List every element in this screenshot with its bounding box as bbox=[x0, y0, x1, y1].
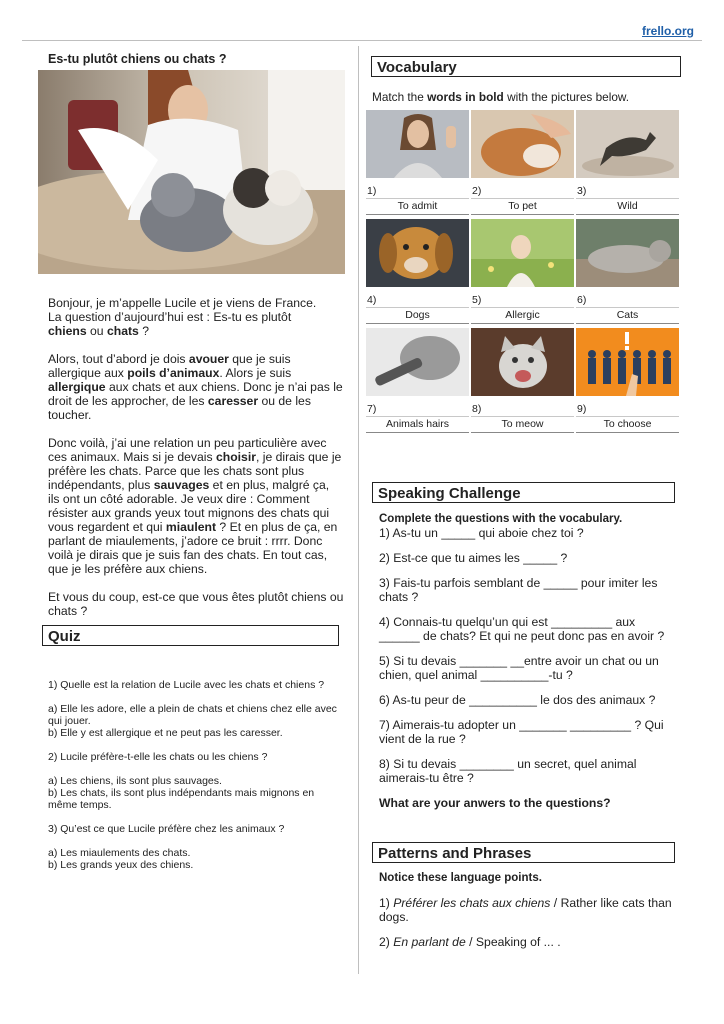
vocab-number: 1) bbox=[367, 185, 377, 197]
story-paragraph-2 bbox=[48, 352, 344, 422]
speaking-outro: What are your anwers to the questions? bbox=[379, 796, 611, 810]
vocabulary-grid bbox=[366, 110, 678, 437]
vocab-label: Wild bbox=[576, 198, 679, 215]
speaking-question-2: 2) Est-ce que tu aimes les _____ ? bbox=[379, 551, 568, 565]
instruction-text: Match the bbox=[372, 90, 424, 104]
column-divider bbox=[358, 46, 359, 974]
vocab-card bbox=[471, 328, 574, 437]
speaking-question-1: 1) As-tu un _____ qui aboie chez toi ? bbox=[379, 526, 584, 540]
vocab-number: 5) bbox=[472, 294, 482, 306]
quiz-questions bbox=[48, 679, 340, 883]
quiz-question-2: 2) Lucile préfère-t-elle les chats ou les chiens ? bbox=[48, 751, 268, 763]
speaking-heading: Speaking Challenge bbox=[372, 482, 675, 503]
quiz-option: a) Les miaulements des chats. bbox=[48, 847, 191, 859]
quiz-answers-2 bbox=[48, 775, 340, 811]
vocabulary-instruction bbox=[372, 90, 629, 104]
instruction-bold: words in bold bbox=[427, 90, 504, 104]
allergic-child-flowers-photo bbox=[471, 219, 574, 287]
quiz-option: b) Les chats, ils sont plus indépendants mais mignons en même temps. bbox=[48, 787, 315, 811]
vocab-number: 7) bbox=[367, 403, 377, 415]
story-text-span: Bonjour, je m’appelle Lucile et je viens de France. bbox=[48, 296, 317, 310]
bold-word: sauvages bbox=[153, 478, 210, 492]
choosing-person-illustration bbox=[576, 328, 679, 396]
vocab-card bbox=[576, 110, 679, 219]
patterns-heading: Patterns and Phrases bbox=[372, 842, 675, 863]
vocab-label: To choose bbox=[576, 416, 679, 433]
speaking-question-5: 5) Si tu devais _______ __entre avoir un chat ou un chien, quel animal __________-tu ? bbox=[379, 654, 659, 682]
wild-dog-running-photo bbox=[576, 110, 679, 178]
pattern-phrase: En parlant de bbox=[393, 935, 466, 949]
brand-link[interactable]: frello.org bbox=[641, 24, 694, 38]
pattern-number: 2) bbox=[379, 935, 390, 949]
petting-dog-photo bbox=[471, 110, 574, 178]
quiz-question-3: 3) Qu’est ce que Lucile préfère chez les animaux ? bbox=[48, 823, 285, 835]
vocab-label: Cats bbox=[576, 307, 679, 324]
story-paragraph-4: Et vous du coup, est-ce que vous êtes plutôt chiens ou chats ? bbox=[48, 590, 344, 618]
brush-with-animal-hair-photo bbox=[366, 328, 469, 396]
patterns-intro: Notice these language points. bbox=[379, 872, 542, 884]
bold-word: poils d’animaux bbox=[127, 366, 220, 380]
vocab-number: 8) bbox=[472, 403, 482, 415]
patterns-list bbox=[379, 871, 679, 960]
story-text-span: ? bbox=[142, 324, 149, 338]
vocab-label: To admit bbox=[366, 198, 469, 215]
speaking-question-7: 7) Aimerais-tu adopter un _______ _________ ? Qui vient de la rue ? bbox=[379, 718, 664, 746]
vocab-label: Dogs bbox=[366, 307, 469, 324]
quiz-option: b) Les grands yeux des chiens. bbox=[48, 859, 194, 871]
top-divider bbox=[22, 40, 702, 41]
vocab-card bbox=[366, 110, 469, 219]
vocab-label: To pet bbox=[471, 198, 574, 215]
speaking-intro: Complete the questions with the vocabulary. bbox=[379, 513, 623, 525]
story-text-span: et en plus, malgré ça, ils ont un côté adorable. Je veux dire : Comment résister aux grands yeux tout mignons des chats qui vous regardent et qui bbox=[48, 478, 330, 534]
vocab-number: 6) bbox=[577, 294, 587, 306]
speaking-question-4: 4) Connais-tu quelqu’un qui est _________ aux ______ de chats? Et qui ne peut donc pas en avoir ? bbox=[379, 615, 665, 643]
story-text-span: ou bbox=[90, 324, 104, 338]
bold-word: miaulent bbox=[165, 520, 217, 534]
quiz-option: a) Elle les adore, elle a plein de chats et chiens chez elle avec qui jouer. bbox=[48, 703, 337, 727]
cat-lying-photo bbox=[576, 219, 679, 287]
bold-word: chiens bbox=[48, 324, 87, 338]
story-text-span: que je suis allergique aux bbox=[48, 352, 291, 380]
quiz-option: b) Elle y est allergique et ne peut pas les caresser. bbox=[48, 727, 283, 739]
vocab-card bbox=[576, 328, 679, 437]
story-text-span: Alors, tout d’abord je dois bbox=[48, 352, 186, 366]
vocab-number: 9) bbox=[577, 403, 587, 415]
pattern-translation: / Speaking of ... . bbox=[465, 935, 561, 949]
vocab-number: 2) bbox=[472, 185, 482, 197]
quiz-heading: Quiz bbox=[42, 625, 339, 646]
woman-raising-hand-photo bbox=[366, 110, 469, 178]
speaking-question-8: 8) Si tu devais ________ un secret, quel animal aimerais-tu être ? bbox=[379, 757, 637, 785]
meowing-kitten-photo bbox=[471, 328, 574, 396]
vocab-row bbox=[366, 219, 678, 328]
story-paragraph-3 bbox=[48, 436, 344, 576]
vocab-label: Allergic bbox=[471, 307, 574, 324]
pattern-item-1 bbox=[379, 896, 679, 924]
vocabulary-heading: Vocabulary bbox=[371, 56, 681, 77]
vocab-label: To meow bbox=[471, 416, 574, 433]
pattern-number: 1) bbox=[379, 896, 390, 910]
quiz-question-1: 1) Quelle est la relation de Lucile avec les chats et chiens ? bbox=[48, 679, 325, 691]
vocab-card bbox=[366, 219, 469, 328]
bold-word: choisir bbox=[216, 450, 256, 464]
vocab-number: 4) bbox=[367, 294, 377, 306]
story-title: Es-tu plutôt chiens ou chats ? bbox=[48, 52, 227, 66]
bold-word: allergique bbox=[48, 380, 106, 394]
bold-word: caresser bbox=[207, 394, 259, 408]
story-text-span: Donc voilà, j’ai une relation un peu particulière avec ces animaux. Mais si je devais bbox=[48, 436, 327, 464]
story-text-span: ou de les toucher. bbox=[48, 394, 311, 422]
vocab-row bbox=[366, 110, 678, 219]
vocab-label: Animals hairs bbox=[366, 416, 469, 433]
quiz-option: a) Les chiens, ils sont plus sauvages. bbox=[48, 775, 222, 787]
quiz-answers-1 bbox=[48, 703, 340, 739]
bold-word: chats bbox=[106, 324, 139, 338]
vocab-card bbox=[576, 219, 679, 328]
story-text bbox=[48, 296, 344, 632]
bold-word: avouer bbox=[188, 352, 229, 366]
speaking-questions bbox=[379, 512, 679, 821]
quiz-answers-3 bbox=[48, 847, 340, 871]
pattern-phrase: Préférer les chats aux chiens bbox=[393, 896, 551, 910]
vocab-card bbox=[471, 219, 574, 328]
hero-photo-woman-cat-dog bbox=[38, 70, 345, 274]
instruction-text: with the pictures below. bbox=[507, 90, 630, 104]
vocab-card bbox=[471, 110, 574, 219]
vocab-row bbox=[366, 328, 678, 437]
vocab-card bbox=[366, 328, 469, 437]
story-paragraph-1 bbox=[48, 296, 344, 338]
vocab-number: 3) bbox=[577, 185, 587, 197]
dog-photo bbox=[366, 219, 469, 287]
story-text-span: ? Et en plus de ça, en parlant de miaulements, j’adore ce bruit : rrrr. Donc voilà je dirais que je suis fan des chats. En tout cas, que je les préfère aux chiens. bbox=[48, 520, 338, 576]
story-text-span: , je dirais que je préfère les chats. Parce que les chats sont plus indépendants, plus bbox=[48, 450, 342, 492]
pattern-item-2 bbox=[379, 935, 679, 949]
story-text-span: aux chats et aux chiens. Donc je n’ai pas le droit de les approcher, de les bbox=[48, 380, 343, 408]
pattern-translation: / Rather like cats than dogs. bbox=[379, 896, 672, 924]
story-text-span: . Alors je suis bbox=[219, 366, 292, 380]
speaking-question-6: 6) As-tu peur de __________ le dos des animaux ? bbox=[379, 693, 656, 707]
story-text-span: La question d’aujourd’hui est : Es-tu es plutôt bbox=[48, 310, 292, 324]
speaking-question-3: 3) Fais-tu parfois semblant de _____ pour imiter les chats ? bbox=[379, 576, 658, 604]
